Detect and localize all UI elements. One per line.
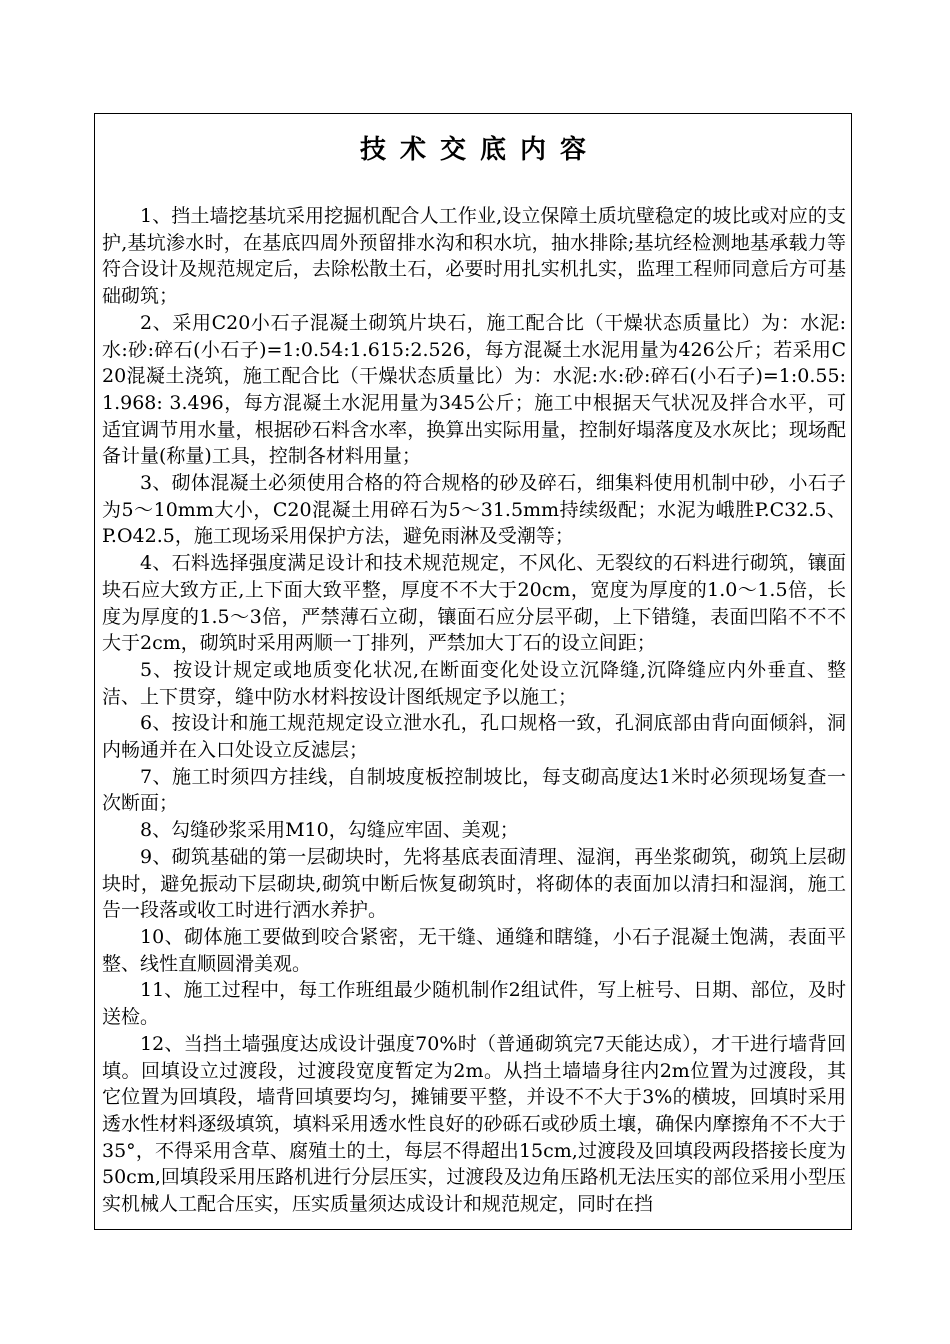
paragraph-8: 8、勾缝砂浆采用M10，勾缝应牢固、美观； bbox=[140, 819, 519, 842]
paragraph-11: 11、施工过程中，每工作班组最少随机制作2组试件，写上桩号、日期、部位，及时送检。 bbox=[102, 979, 846, 1029]
paragraph-10: 10、砌体施工要做到咬合紧密，无干缝、通缝和瞎缝，小石子混凝土饱满，表面平整、线性直顺圆滑美观。 bbox=[102, 925, 846, 975]
paragraph-7: 7、施工时须四方挂线，自制坡度板控制坡比，每支砌高度达1米时必须现场复查一次断面； bbox=[102, 765, 846, 815]
document-body bbox=[102, 203, 846, 1218]
paragraph-9: 9、砌筑基础的第一层砌块时，先将基底表面清理、湿润，再坐浆砌筑，砌筑上层砌块时，避免振动下层砌块,砌筑中断后恢复砌筑时，将砌体的表面加以清扫和湿润，施工告一段落或收工时进行洒水养护。 bbox=[102, 845, 846, 922]
paragraph-1: 1、挡土墙挖基坑采用挖掘机配合人工作业,设立保障土质坑壁稳定的坡比或对应的支护,基坑渗水时，在基底四周外预留排水沟和积水坑，抽水排除;基坑经检测地基承载力等符合设计及规范规定后，去除松散土石，必要时用扎实机扎实，监理工程师同意后方可基础砌筑； bbox=[102, 205, 846, 308]
paragraph-3: 3、砌体混凝土必须使用合格的符合规格的砂及碎石，细集料使用机制中砂，小石子为5～10mm大小，C20混凝土用碎石为5～31.5mm持续级配；水泥为峨胜P.C32.5、P.O42.5，施工现场采用保护方法，避免雨淋及受潮等； bbox=[102, 472, 846, 548]
paragraph-12: 12、当挡土墙强度达成设计强度70%时（普通砌筑完7天能达成），才干进行墙背回填。回填设立过渡段，过渡段宽度暂定为2m。从挡土墙墙身往内2m位置为过渡段，其它位置为回填段，墙背回填要均匀，摊铺要平整，并设不不大于3%的横坡，回填时采用透水性材料逐级填筑，填料采用透水性良好的砂砾石或砂质土壤，确保内摩擦角不不大于35°，不得采用含草、腐殖土的土，每层不得超出15cm,过渡段及回填段两段搭接长度为50cm,回填段采用压路机进行分层压实，过渡段及边角压路机无法压实的部位采用小型压实机械人工配合压实，压实质量须达成设计和规范规定，同时在挡 bbox=[102, 1032, 846, 1216]
paragraph-6: 6、按设计和施工规范规定设立泄水孔，孔口规格一致，孔洞底部由背向面倾斜，洞内畅通并在入口处设立反滤层； bbox=[102, 712, 846, 762]
paragraph-4: 4、石料选择强度满足设计和技术规范规定，不风化、无裂纹的石料进行砌筑，镶面块石应大致方正,上下面大致平整，厚度不不大于20cm，宽度为厚度的1.0～1.5倍，长度为厚度的1.5～3倍，严禁薄石立砌，镶面石应分层平砌，上下错缝，表面凹陷不不不大于2cm，砌筑时采用两顺一丁排列，严禁加大丁石的设立间距； bbox=[102, 552, 846, 655]
document-title: 技术交底内容 bbox=[359, 135, 600, 165]
document-frame bbox=[94, 113, 852, 1230]
paragraph-5: 5、按设计规定或地质变化状况,在断面变化处设立沉降缝,沉降缝应内外垂直、整洁、上下贯穿，缝中防水材料按设计图纸规定予以施工； bbox=[102, 658, 846, 708]
paragraph-2: 2、采用C20小石子混凝土砌筑片块石，施工配合比（干燥状态质量比）为：水泥:水:砂:碎石(小石子)=1:0.54:1.615:2.526，每方混凝土水泥用量为426公斤；若采用C20混凝土浇筑，施工配合比（干燥状态质量比）为：水泥:水:砂:碎石(小石子)=1:0.55:1.968: 3.496，每方混凝土水泥用量为345公斤；施工中根据天气状况及拌合水平，可适宜调节用水量，根据砂石料含水率，换算出实际用量，控制好塌落度及水灰比；现场配备计量(称量)工具，控制各材料用量； bbox=[102, 311, 846, 468]
